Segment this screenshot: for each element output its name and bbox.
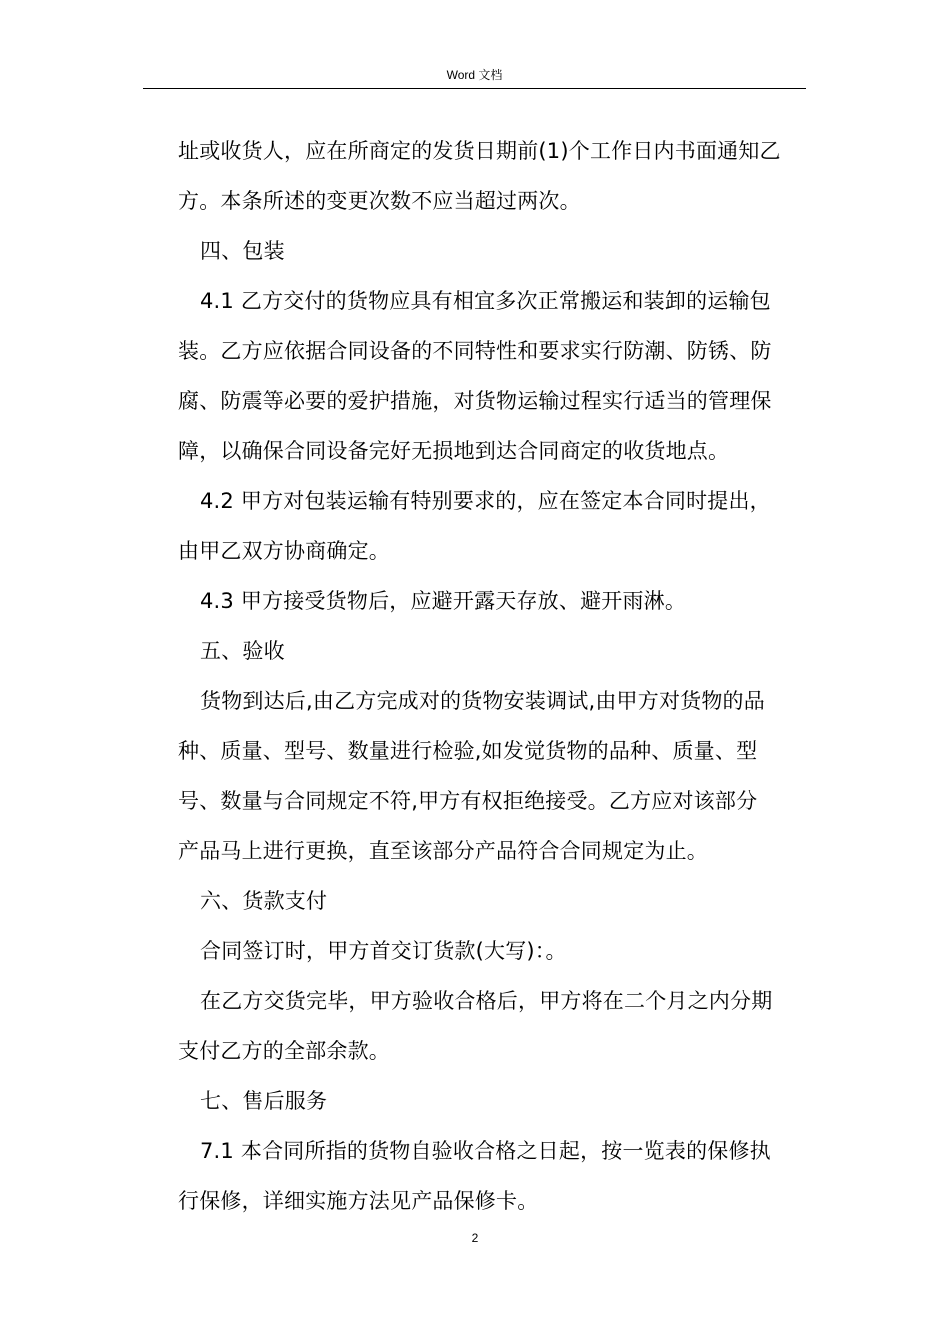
paragraph-line: 障，以确保合同设备完好无损地到达合同商定的收货地点。 bbox=[178, 439, 730, 463]
document-body bbox=[178, 126, 808, 1226]
paragraph-line: 4.2 甲方对包装运输有特别要求的，应在签定本合同时提出， bbox=[200, 489, 771, 513]
paragraph-line: 在乙方交货完毕，甲方验收合格后，甲方将在二个月之内分期 bbox=[200, 989, 773, 1013]
page-header bbox=[143, 64, 806, 89]
paragraph-line: 装。乙方应依据合同设备的不同特性和要求实行防潮、防锈、防 bbox=[178, 339, 772, 363]
paragraph-line: 合同签订时，甲方首交订货款(大写)：。 bbox=[200, 939, 567, 963]
paragraph-line: 腐、防震等必要的爱护措施，对货物运输过程实行适当的管理保 bbox=[178, 389, 772, 413]
section-heading: 五、验收 bbox=[200, 639, 285, 663]
section-heading: 六、货款支付 bbox=[200, 889, 328, 913]
section-heading: 四、包装 bbox=[200, 239, 285, 263]
header-title: Word 文档 bbox=[446, 68, 503, 82]
paragraph-line: 由甲乙双方协商确定。 bbox=[178, 539, 390, 563]
paragraph-line: 产品马上进行更换，直至该部分产品符合合同规定为止。 bbox=[178, 839, 708, 863]
paragraph-line: 4.1 乙方交付的货物应具有相宜多次正常搬运和装卸的运输包 bbox=[200, 289, 771, 313]
page-number: 2 bbox=[471, 1231, 479, 1245]
paragraph-line: 行保修，详细实施方法见产品保修卡。 bbox=[178, 1189, 539, 1213]
paragraph-line: 种、质量、型号、数量进行检验,如发觉货物的品种、质量、型 bbox=[178, 739, 758, 763]
paragraph-line: 支付乙方的全部余款。 bbox=[178, 1039, 390, 1063]
paragraph-line: 址或收货人，应在所商定的发货日期前(1)个工作日内书面通知乙 bbox=[178, 139, 781, 163]
paragraph-line: 号、数量与合同规定不符,甲方有权拒绝接受。乙方应对该部分 bbox=[178, 789, 758, 813]
section-heading: 七、售后服务 bbox=[200, 1089, 328, 1113]
paragraph-line: 7.1 本合同所指的货物自验收合格之日起，按一览表的保修执 bbox=[200, 1139, 771, 1163]
paragraph-line: 方。本条所述的变更次数不应当超过两次。 bbox=[178, 189, 581, 213]
paragraph-line: 4.3 甲方接受货物后，应避开露天存放、避开雨淋。 bbox=[200, 589, 687, 613]
paragraph-line: 货物到达后,由乙方完成对的货物安装调试,由甲方对货物的品 bbox=[200, 689, 765, 713]
